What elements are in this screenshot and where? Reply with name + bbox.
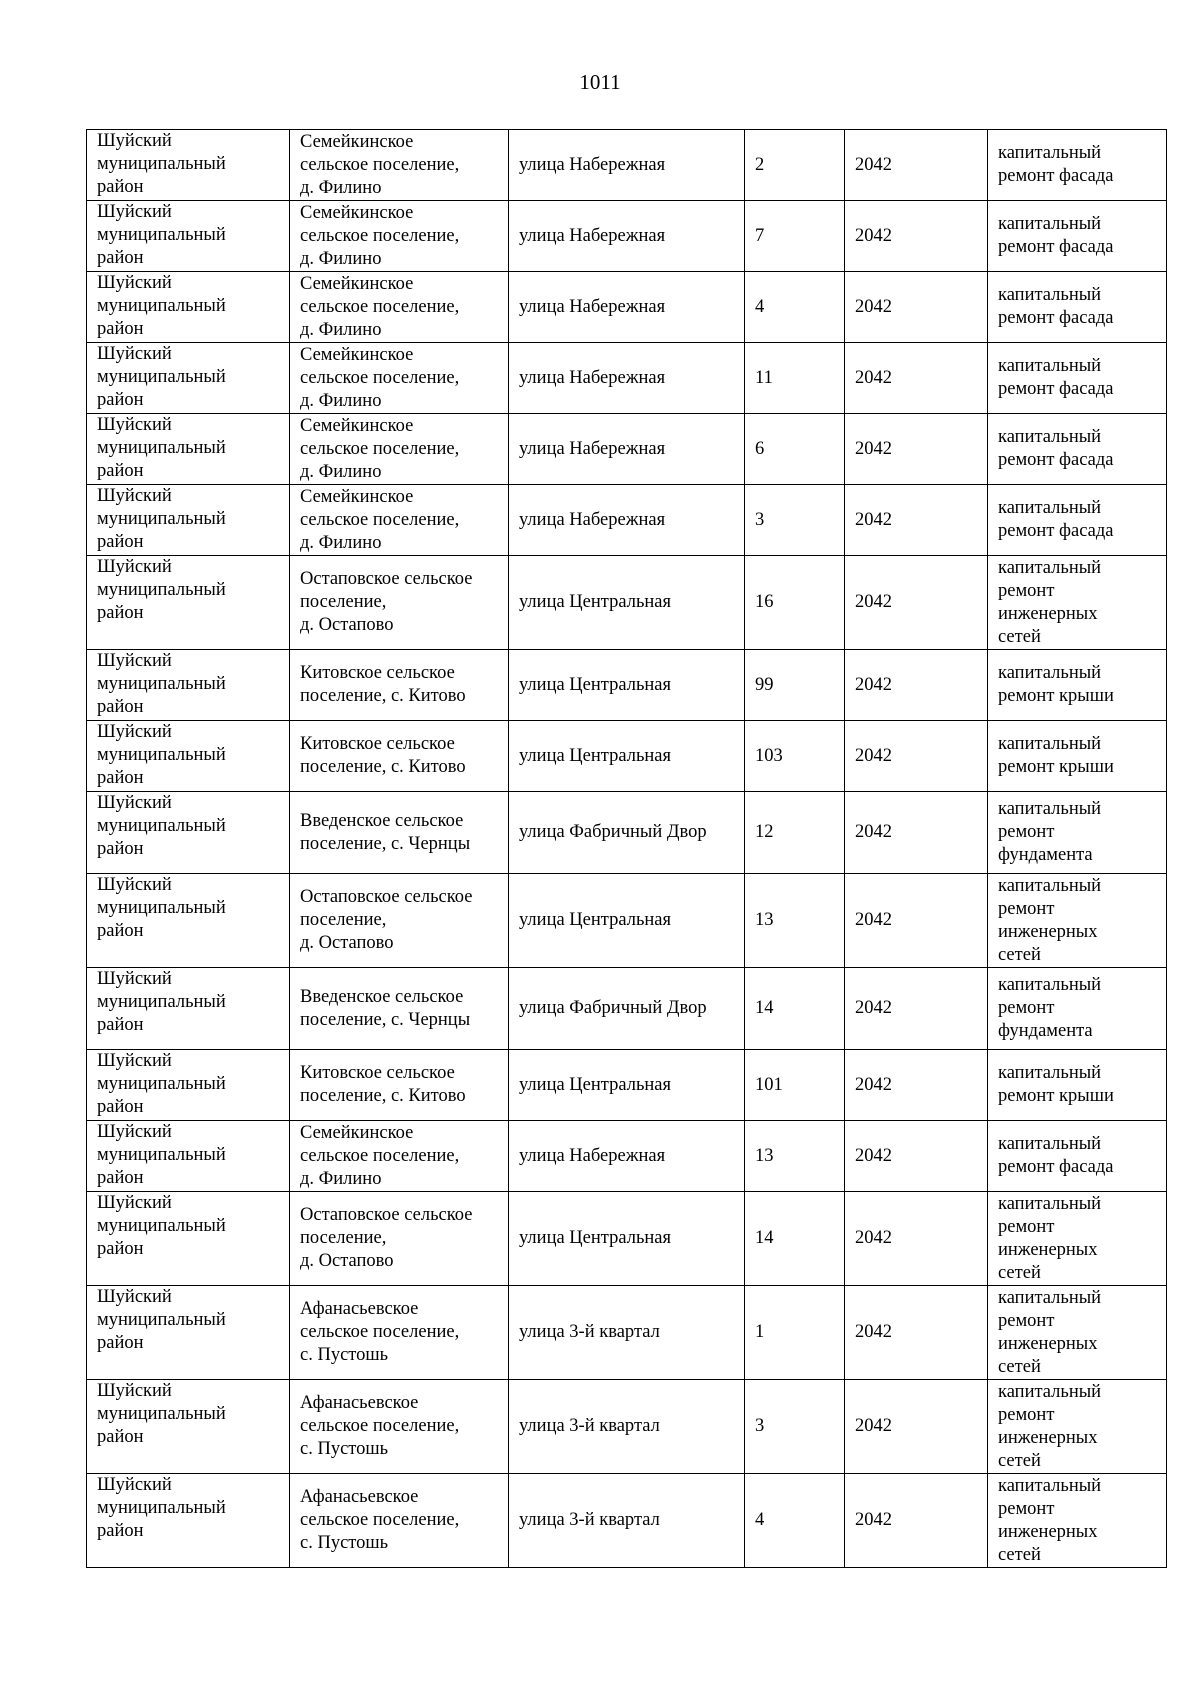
- house-number-cell: 4: [745, 1474, 845, 1568]
- street-cell: улица Набережная: [509, 201, 745, 272]
- work-type-cell: капитальный ремонт фасада: [988, 1121, 1167, 1192]
- work-type-cell: капитальный ремонт крыши: [988, 721, 1167, 792]
- settlement-cell: Остаповское сельское поселение, д. Остапово: [290, 556, 509, 650]
- district-cell: Шуйский муниципальный район: [87, 1050, 290, 1121]
- work-type-cell: капитальный ремонт фасада: [988, 201, 1167, 272]
- table-row: [87, 1380, 1167, 1474]
- table-row: [87, 874, 1167, 968]
- settlement-cell: Остаповское сельское поселение, д. Остапово: [290, 874, 509, 968]
- house-number-cell: 3: [745, 485, 845, 556]
- house-number-cell: 103: [745, 721, 845, 792]
- house-number-cell: 1: [745, 1286, 845, 1380]
- table-row: [87, 792, 1167, 874]
- district-cell: Шуйский муниципальный район: [87, 792, 290, 874]
- district-cell: Шуйский муниципальный район: [87, 414, 290, 485]
- settlement-cell: Остаповское сельское поселение, д. Остапово: [290, 1192, 509, 1286]
- street-cell: улица Центральная: [509, 721, 745, 792]
- district-cell: Шуйский муниципальный район: [87, 721, 290, 792]
- table-row: [87, 556, 1167, 650]
- work-type-cell: капитальный ремонт фасада: [988, 485, 1167, 556]
- table-row: [87, 650, 1167, 721]
- settlement-cell: Афанасьевское сельское поселение, с. Пустошь: [290, 1380, 509, 1474]
- settlement-cell: Введенское сельское поселение, с. Чернцы: [290, 792, 509, 874]
- page-number: 1011: [579, 70, 621, 94]
- work-type-cell: капитальный ремонт фундамента: [988, 968, 1167, 1050]
- table-row: [87, 485, 1167, 556]
- work-type-cell: капитальный ремонт инженерных сетей: [988, 1192, 1167, 1286]
- table-row: [87, 1121, 1167, 1192]
- year-cell: 2042: [845, 1050, 988, 1121]
- year-cell: 2042: [845, 1380, 988, 1474]
- year-cell: 2042: [845, 721, 988, 792]
- year-cell: 2042: [845, 874, 988, 968]
- street-cell: улица Фабричный Двор: [509, 968, 745, 1050]
- settlement-cell: Китовское сельское поселение, с. Китово: [290, 1050, 509, 1121]
- district-cell: Шуйский муниципальный район: [87, 874, 290, 968]
- work-type-cell: капитальный ремонт фундамента: [988, 792, 1167, 874]
- year-cell: 2042: [845, 414, 988, 485]
- district-cell: Шуйский муниципальный район: [87, 130, 290, 201]
- table-row: [87, 721, 1167, 792]
- table-row: [87, 130, 1167, 201]
- work-type-cell: капитальный ремонт инженерных сетей: [988, 1380, 1167, 1474]
- district-cell: Шуйский муниципальный район: [87, 650, 290, 721]
- settlement-cell: Семейкинское сельское поселение, д. Филино: [290, 272, 509, 343]
- year-cell: 2042: [845, 343, 988, 414]
- house-number-cell: 101: [745, 1050, 845, 1121]
- house-number-cell: 99: [745, 650, 845, 721]
- street-cell: улица Набережная: [509, 130, 745, 201]
- district-cell: Шуйский муниципальный район: [87, 1192, 290, 1286]
- street-cell: улица Набережная: [509, 414, 745, 485]
- street-cell: улица Набережная: [509, 343, 745, 414]
- work-type-cell: капитальный ремонт инженерных сетей: [988, 1474, 1167, 1568]
- table-row: [87, 1192, 1167, 1286]
- house-number-cell: 16: [745, 556, 845, 650]
- house-number-cell: 2: [745, 130, 845, 201]
- district-cell: Шуйский муниципальный район: [87, 343, 290, 414]
- year-cell: 2042: [845, 1474, 988, 1568]
- street-cell: улица Набережная: [509, 272, 745, 343]
- house-number-cell: 6: [745, 414, 845, 485]
- settlement-cell: Семейкинское сельское поселение, д. Филино: [290, 130, 509, 201]
- settlement-cell: Афанасьевское сельское поселение, с. Пустошь: [290, 1474, 509, 1568]
- district-cell: Шуйский муниципальный район: [87, 968, 290, 1050]
- work-type-cell: капитальный ремонт фасада: [988, 414, 1167, 485]
- work-type-cell: капитальный ремонт фасада: [988, 343, 1167, 414]
- year-cell: 2042: [845, 272, 988, 343]
- settlement-cell: Китовское сельское поселение, с. Китово: [290, 721, 509, 792]
- house-number-cell: 12: [745, 792, 845, 874]
- table-row: [87, 1286, 1167, 1380]
- year-cell: 2042: [845, 650, 988, 721]
- street-cell: улица Центральная: [509, 650, 745, 721]
- work-type-cell: капитальный ремонт инженерных сетей: [988, 1286, 1167, 1380]
- year-cell: 2042: [845, 792, 988, 874]
- street-cell: улица 3-й квартал: [509, 1286, 745, 1380]
- district-cell: Шуйский муниципальный район: [87, 1121, 290, 1192]
- works-table: [86, 129, 1167, 1568]
- settlement-cell: Семейкинское сельское поселение, д. Филино: [290, 414, 509, 485]
- street-cell: улица Набережная: [509, 485, 745, 556]
- street-cell: улица Центральная: [509, 556, 745, 650]
- year-cell: 2042: [845, 130, 988, 201]
- house-number-cell: 13: [745, 1121, 845, 1192]
- settlement-cell: Введенское сельское поселение, с. Чернцы: [290, 968, 509, 1050]
- table-row: [87, 272, 1167, 343]
- district-cell: Шуйский муниципальный район: [87, 1286, 290, 1380]
- table-row: [87, 968, 1167, 1050]
- year-cell: 2042: [845, 1121, 988, 1192]
- house-number-cell: 4: [745, 272, 845, 343]
- settlement-cell: Семейкинское сельское поселение, д. Филино: [290, 1121, 509, 1192]
- work-type-cell: капитальный ремонт инженерных сетей: [988, 556, 1167, 650]
- settlement-cell: Семейкинское сельское поселение, д. Филино: [290, 343, 509, 414]
- table-row: [87, 343, 1167, 414]
- house-number-cell: 13: [745, 874, 845, 968]
- house-number-cell: 14: [745, 968, 845, 1050]
- district-cell: Шуйский муниципальный район: [87, 1380, 290, 1474]
- year-cell: 2042: [845, 485, 988, 556]
- table-row: [87, 414, 1167, 485]
- district-cell: Шуйский муниципальный район: [87, 272, 290, 343]
- street-cell: улица 3-й квартал: [509, 1474, 745, 1568]
- street-cell: улица Центральная: [509, 1192, 745, 1286]
- work-type-cell: капитальный ремонт фасада: [988, 130, 1167, 201]
- district-cell: Шуйский муниципальный район: [87, 201, 290, 272]
- settlement-cell: Афанасьевское сельское поселение, с. Пустошь: [290, 1286, 509, 1380]
- district-cell: Шуйский муниципальный район: [87, 485, 290, 556]
- district-cell: Шуйский муниципальный район: [87, 556, 290, 650]
- street-cell: улица Фабричный Двор: [509, 792, 745, 874]
- year-cell: 2042: [845, 556, 988, 650]
- house-number-cell: 7: [745, 201, 845, 272]
- year-cell: 2042: [845, 201, 988, 272]
- house-number-cell: 3: [745, 1380, 845, 1474]
- year-cell: 2042: [845, 1286, 988, 1380]
- settlement-cell: Китовское сельское поселение, с. Китово: [290, 650, 509, 721]
- work-type-cell: капитальный ремонт крыши: [988, 1050, 1167, 1121]
- street-cell: улица Набережная: [509, 1121, 745, 1192]
- district-cell: Шуйский муниципальный район: [87, 1474, 290, 1568]
- house-number-cell: 11: [745, 343, 845, 414]
- work-type-cell: капитальный ремонт крыши: [988, 650, 1167, 721]
- settlement-cell: Семейкинское сельское поселение, д. Филино: [290, 485, 509, 556]
- street-cell: улица Центральная: [509, 1050, 745, 1121]
- house-number-cell: 14: [745, 1192, 845, 1286]
- work-type-cell: капитальный ремонт инженерных сетей: [988, 874, 1167, 968]
- year-cell: 2042: [845, 1192, 988, 1286]
- table-row: [87, 1050, 1167, 1121]
- table-row: [87, 201, 1167, 272]
- settlement-cell: Семейкинское сельское поселение, д. Филино: [290, 201, 509, 272]
- work-type-cell: капитальный ремонт фасада: [988, 272, 1167, 343]
- street-cell: улица 3-й квартал: [509, 1380, 745, 1474]
- year-cell: 2042: [845, 968, 988, 1050]
- table-row: [87, 1474, 1167, 1568]
- street-cell: улица Центральная: [509, 874, 745, 968]
